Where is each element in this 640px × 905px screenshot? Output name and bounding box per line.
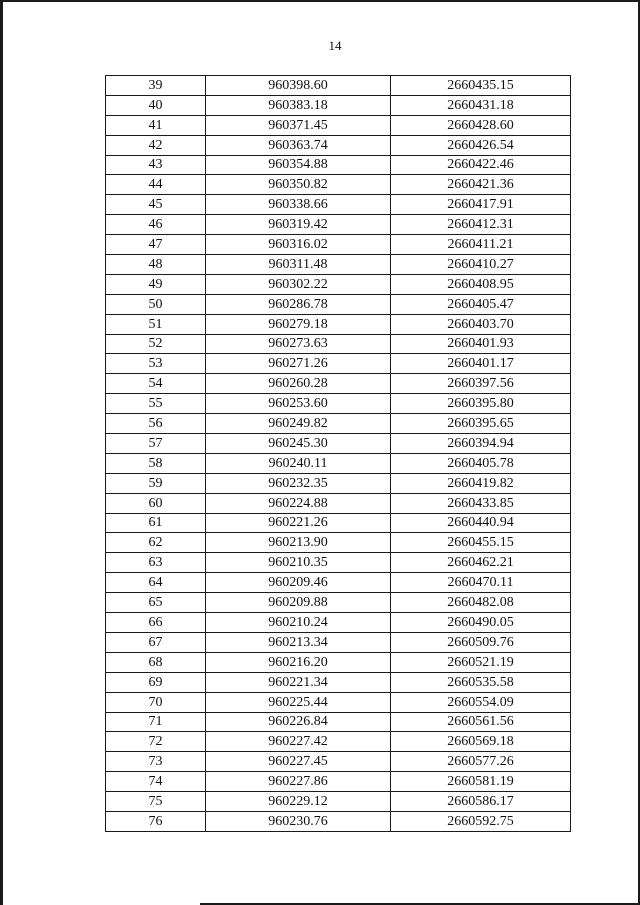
point-number-cell: 50 (106, 294, 206, 314)
y-coordinate-cell: 2660428.60 (391, 115, 571, 135)
table-row (106, 434, 571, 454)
point-number-cell: 39 (106, 76, 206, 96)
x-coordinate-cell: 960249.82 (206, 414, 391, 434)
table-row (106, 672, 571, 692)
y-coordinate-cell: 2660395.65 (391, 414, 571, 434)
point-number-cell: 72 (106, 732, 206, 752)
y-coordinate-cell: 2660419.82 (391, 473, 571, 493)
point-number-cell: 59 (106, 473, 206, 493)
x-coordinate-cell: 960260.28 (206, 374, 391, 394)
table-row (106, 613, 571, 633)
x-coordinate-cell: 960240.11 (206, 453, 391, 473)
point-number-cell: 53 (106, 354, 206, 374)
point-number-cell: 69 (106, 672, 206, 692)
table-row (106, 652, 571, 672)
x-coordinate-cell: 960245.30 (206, 434, 391, 454)
x-coordinate-cell: 960363.74 (206, 135, 391, 155)
table-row (106, 573, 571, 593)
point-number-cell: 75 (106, 792, 206, 812)
point-number-cell: 49 (106, 274, 206, 294)
point-number-cell: 55 (106, 394, 206, 414)
x-coordinate-cell: 960213.34 (206, 632, 391, 652)
table-row (106, 593, 571, 613)
table-row (106, 792, 571, 812)
table-row (106, 135, 571, 155)
point-number-cell: 76 (106, 811, 206, 831)
y-coordinate-cell: 2660397.56 (391, 374, 571, 394)
point-number-cell: 58 (106, 453, 206, 473)
point-number-cell: 67 (106, 632, 206, 652)
point-number-cell: 71 (106, 712, 206, 732)
x-coordinate-cell: 960286.78 (206, 294, 391, 314)
point-number-cell: 54 (106, 374, 206, 394)
point-number-cell: 51 (106, 314, 206, 334)
point-number-cell: 63 (106, 553, 206, 573)
x-coordinate-cell: 960221.34 (206, 672, 391, 692)
table-row (106, 294, 571, 314)
y-coordinate-cell: 2660421.36 (391, 175, 571, 195)
y-coordinate-cell: 2660426.54 (391, 135, 571, 155)
x-coordinate-cell: 960350.82 (206, 175, 391, 195)
x-coordinate-cell: 960338.66 (206, 195, 391, 215)
y-coordinate-cell: 2660433.85 (391, 493, 571, 513)
point-number-cell: 46 (106, 215, 206, 235)
point-number-cell: 40 (106, 95, 206, 115)
y-coordinate-cell: 2660586.17 (391, 792, 571, 812)
x-coordinate-cell: 960271.26 (206, 354, 391, 374)
point-number-cell: 61 (106, 513, 206, 533)
y-coordinate-cell: 2660410.27 (391, 255, 571, 275)
table-row (106, 692, 571, 712)
y-coordinate-cell: 2660569.18 (391, 732, 571, 752)
y-coordinate-cell: 2660470.11 (391, 573, 571, 593)
table-row (106, 513, 571, 533)
x-coordinate-cell: 960311.48 (206, 255, 391, 275)
table-row (106, 115, 571, 135)
table-row (106, 274, 571, 294)
y-coordinate-cell: 2660581.19 (391, 772, 571, 792)
x-coordinate-cell: 960226.84 (206, 712, 391, 732)
x-coordinate-cell: 960398.60 (206, 76, 391, 96)
table-row (106, 752, 571, 772)
table-row (106, 632, 571, 652)
table-row (106, 76, 571, 96)
table-row (106, 374, 571, 394)
point-number-cell: 52 (106, 334, 206, 354)
table-row (106, 394, 571, 414)
x-coordinate-cell: 960209.88 (206, 593, 391, 613)
x-coordinate-cell: 960230.76 (206, 811, 391, 831)
y-coordinate-cell: 2660408.95 (391, 274, 571, 294)
table-row (106, 712, 571, 732)
coordinates-table-body (106, 76, 571, 832)
x-coordinate-cell: 960227.42 (206, 732, 391, 752)
point-number-cell: 56 (106, 414, 206, 434)
x-coordinate-cell: 960229.12 (206, 792, 391, 812)
point-number-cell: 70 (106, 692, 206, 712)
table-row (106, 314, 571, 334)
point-number-cell: 73 (106, 752, 206, 772)
table-row (106, 255, 571, 275)
coordinates-table (105, 75, 571, 832)
x-coordinate-cell: 960279.18 (206, 314, 391, 334)
scan-edge-top (0, 0, 640, 2)
y-coordinate-cell: 2660412.31 (391, 215, 571, 235)
y-coordinate-cell: 2660482.08 (391, 593, 571, 613)
point-number-cell: 42 (106, 135, 206, 155)
y-coordinate-cell: 2660577.26 (391, 752, 571, 772)
table-row (106, 811, 571, 831)
x-coordinate-cell: 960227.86 (206, 772, 391, 792)
y-coordinate-cell: 2660403.70 (391, 314, 571, 334)
y-coordinate-cell: 2660561.56 (391, 712, 571, 732)
y-coordinate-cell: 2660411.21 (391, 235, 571, 255)
y-coordinate-cell: 2660422.46 (391, 155, 571, 175)
point-number-cell: 43 (106, 155, 206, 175)
page-number: 14 (328, 38, 342, 53)
point-number-cell: 62 (106, 533, 206, 553)
table-row (106, 175, 571, 195)
point-number-cell: 41 (106, 115, 206, 135)
table-row (106, 772, 571, 792)
point-number-cell: 74 (106, 772, 206, 792)
y-coordinate-cell: 2660521.19 (391, 652, 571, 672)
y-coordinate-cell: 2660462.21 (391, 553, 571, 573)
y-coordinate-cell: 2660554.09 (391, 692, 571, 712)
point-number-cell: 65 (106, 593, 206, 613)
table-row (106, 453, 571, 473)
table-row (106, 533, 571, 553)
table-row (106, 334, 571, 354)
y-coordinate-cell: 2660509.76 (391, 632, 571, 652)
point-number-cell: 48 (106, 255, 206, 275)
x-coordinate-cell: 960232.35 (206, 473, 391, 493)
x-coordinate-cell: 960371.45 (206, 115, 391, 135)
x-coordinate-cell: 960221.26 (206, 513, 391, 533)
y-coordinate-cell: 2660405.78 (391, 453, 571, 473)
x-coordinate-cell: 960383.18 (206, 95, 391, 115)
y-coordinate-cell: 2660435.15 (391, 76, 571, 96)
point-number-cell: 66 (106, 613, 206, 633)
point-number-cell: 64 (106, 573, 206, 593)
table-row (106, 414, 571, 434)
table-row (106, 493, 571, 513)
y-coordinate-cell: 2660395.80 (391, 394, 571, 414)
table-row (106, 155, 571, 175)
y-coordinate-cell: 2660417.91 (391, 195, 571, 215)
x-coordinate-cell: 960227.45 (206, 752, 391, 772)
y-coordinate-cell: 2660401.93 (391, 334, 571, 354)
x-coordinate-cell: 960319.42 (206, 215, 391, 235)
y-coordinate-cell: 2660431.18 (391, 95, 571, 115)
point-number-cell: 57 (106, 434, 206, 454)
x-coordinate-cell: 960225.44 (206, 692, 391, 712)
x-coordinate-cell: 960224.88 (206, 493, 391, 513)
y-coordinate-cell: 2660455.15 (391, 533, 571, 553)
x-coordinate-cell: 960253.60 (206, 394, 391, 414)
y-coordinate-cell: 2660490.05 (391, 613, 571, 633)
x-coordinate-cell: 960209.46 (206, 573, 391, 593)
point-number-cell: 60 (106, 493, 206, 513)
scan-edge-left (0, 0, 3, 905)
point-number-cell: 44 (106, 175, 206, 195)
x-coordinate-cell: 960354.88 (206, 155, 391, 175)
table-row (106, 354, 571, 374)
x-coordinate-cell: 960210.35 (206, 553, 391, 573)
x-coordinate-cell: 960213.90 (206, 533, 391, 553)
table-row (106, 195, 571, 215)
table-row (106, 95, 571, 115)
table-row (106, 473, 571, 493)
y-coordinate-cell: 2660401.17 (391, 354, 571, 374)
y-coordinate-cell: 2660535.58 (391, 672, 571, 692)
x-coordinate-cell: 960273.63 (206, 334, 391, 354)
x-coordinate-cell: 960216.20 (206, 652, 391, 672)
y-coordinate-cell: 2660394.94 (391, 434, 571, 454)
x-coordinate-cell: 960302.22 (206, 274, 391, 294)
table-row (106, 235, 571, 255)
y-coordinate-cell: 2660440.94 (391, 513, 571, 533)
table-row (106, 215, 571, 235)
y-coordinate-cell: 2660405.47 (391, 294, 571, 314)
x-coordinate-cell: 960210.24 (206, 613, 391, 633)
x-coordinate-cell: 960316.02 (206, 235, 391, 255)
point-number-cell: 68 (106, 652, 206, 672)
table-row (106, 553, 571, 573)
point-number-cell: 47 (106, 235, 206, 255)
y-coordinate-cell: 2660592.75 (391, 811, 571, 831)
table-row (106, 732, 571, 752)
point-number-cell: 45 (106, 195, 206, 215)
